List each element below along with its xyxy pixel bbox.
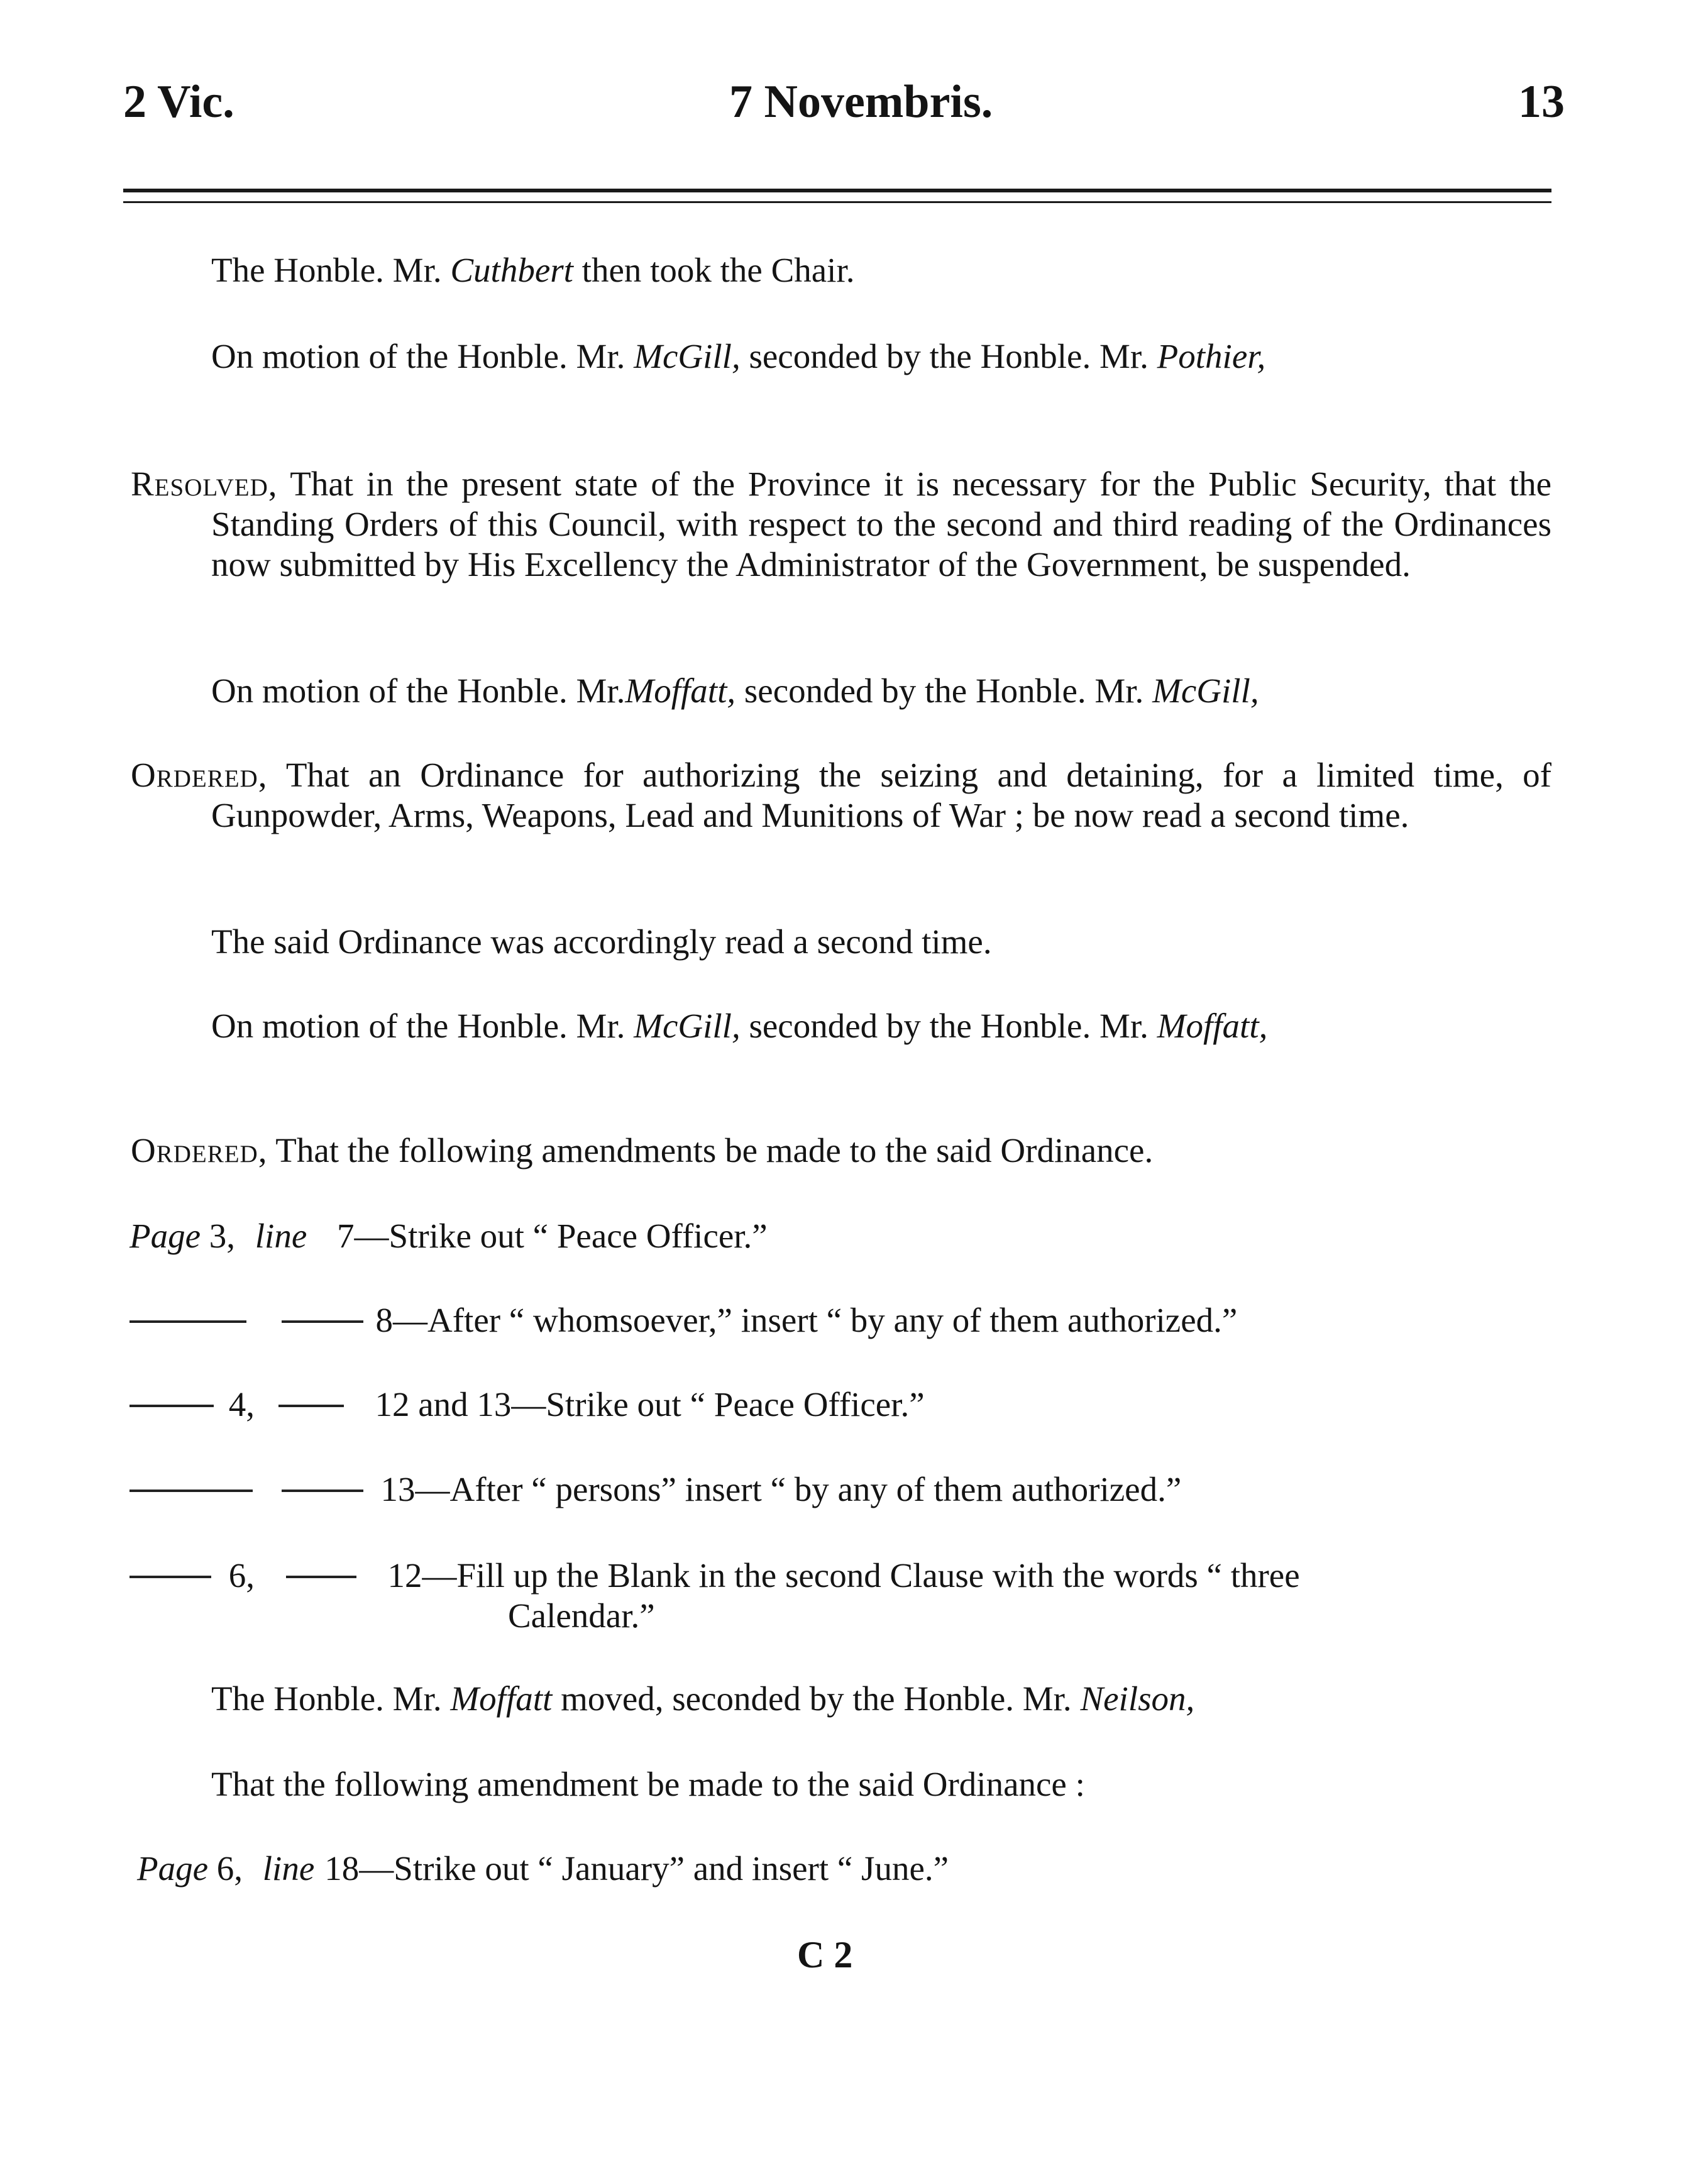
- member-name: Moffatt: [450, 1679, 553, 1718]
- member-name: McGill,: [634, 337, 741, 375]
- ditto-dash: [129, 1320, 246, 1323]
- paragraph-motion-2: [131, 671, 1551, 711]
- page-ref: 4,: [228, 1385, 255, 1423]
- page-ref: 6,: [228, 1556, 255, 1595]
- member-name: Moffatt,: [625, 672, 736, 710]
- member-name: Pothier,: [1157, 337, 1266, 375]
- member-name: McGill,: [1152, 672, 1259, 710]
- page-word: Page: [137, 1849, 209, 1888]
- amendment-item: [129, 1385, 925, 1425]
- order-label: Ordered,: [131, 1131, 268, 1169]
- paragraph-chair: [131, 250, 1551, 290]
- line-word: line: [255, 1217, 307, 1255]
- amendment-text: 12 and 13—Strike out “ Peace Officer.”: [375, 1385, 925, 1423]
- member-name: Cuthbert: [450, 251, 573, 289]
- amendment-text: 7—Strike out “ Peace Officer.”: [337, 1217, 768, 1255]
- text-run: On motion of the Honble. Mr.: [211, 1007, 634, 1045]
- ditto-dash: [129, 1405, 214, 1407]
- text-run: The Honble. Mr.: [211, 251, 451, 289]
- text-run: then took the Chair.: [573, 251, 855, 289]
- page-ref: 6,: [216, 1849, 243, 1888]
- member-name: McGill,: [634, 1007, 741, 1045]
- text-run: seconded by the Honble. Mr.: [736, 672, 1153, 710]
- ditto-dash: [282, 1320, 363, 1323]
- amendment-continuation: Calendar.”: [508, 1596, 655, 1635]
- line-word: line: [262, 1849, 315, 1888]
- text-run: seconded by the Honble. Mr.: [740, 1007, 1157, 1045]
- text-run: That the following amendment be made to the said Ordinance :: [211, 1765, 1085, 1803]
- page-number: 13: [1518, 76, 1565, 128]
- ditto-dash: [278, 1405, 344, 1407]
- amendment-text: 8—After “ whomsoever,” insert “ by any of them authorized.”: [375, 1301, 1238, 1339]
- header-rule-thin: [123, 201, 1551, 203]
- text-run: That an Ordinance for authorizing the seizing and detaining, for a limited time, of Gunpowder, Arms, Weapons, Lead and Munitions of War ; be now read a second time.: [211, 756, 1551, 834]
- paragraph-amendment-intro: [131, 1764, 1551, 1805]
- amendment-item: [129, 1469, 1181, 1510]
- paragraph-motion-4: [131, 1679, 1551, 1719]
- paragraph-ordered-1: [131, 755, 1551, 836]
- amendment-item: [137, 1849, 949, 1889]
- amendment-text: 12—Fill up the Blank in the second Clause with the words “ three: [387, 1556, 1300, 1595]
- ditto-dash: [129, 1490, 253, 1492]
- text-run: moved, seconded by the Honble. Mr.: [552, 1679, 1081, 1718]
- ditto-dash: [286, 1576, 356, 1578]
- member-name: Moffatt,: [1157, 1007, 1268, 1045]
- paragraph-resolved: [131, 464, 1551, 585]
- running-head-left: 2 Vic.: [123, 76, 234, 128]
- amendment-text: 18—Strike out “ January” and insert “ June.”: [324, 1849, 949, 1888]
- ditto-dash: [129, 1576, 211, 1578]
- text-run: That in the present state of the Province it is necessary for the Public Security, that the Standing Orders of this Council, with respect to the second and third reading of the Ordinances now submitted by His Excellency the Administrator of the Government, be suspended.: [211, 465, 1551, 583]
- paragraph-motion-1: [131, 336, 1551, 377]
- page-ref: 3,: [209, 1217, 236, 1255]
- running-head-center: 7 Novembris.: [729, 76, 993, 128]
- ditto-dash: [282, 1490, 363, 1492]
- page-word: Page: [129, 1217, 201, 1255]
- amendment-item: [129, 1300, 1237, 1341]
- order-label: Ordered,: [131, 756, 268, 794]
- text-run: That the following amendments be made to the said Ordinance.: [267, 1131, 1154, 1169]
- paragraph-ordered-2: [131, 1130, 1551, 1171]
- resolution-label: Resolved,: [131, 465, 278, 503]
- text-run: The said Ordinance was accordingly read a second time.: [211, 922, 992, 961]
- text-run: seconded by the Honble. Mr.: [740, 337, 1157, 375]
- amendment-text: 13—After “ persons” insert “ by any of them authorized.”: [380, 1470, 1182, 1508]
- paragraph-motion-3: [131, 1006, 1551, 1046]
- amendment-item: [129, 1556, 1300, 1596]
- text-run: On motion of the Honble. Mr.: [211, 672, 625, 710]
- text-run: The Honble. Mr.: [211, 1679, 451, 1718]
- text-run: On motion of the Honble. Mr.: [211, 337, 634, 375]
- signature-mark: C 2: [797, 1934, 853, 1976]
- amendment-item: [129, 1216, 768, 1256]
- header-rule: [123, 189, 1551, 192]
- member-name: Neilson,: [1080, 1679, 1195, 1718]
- paragraph-second-reading: [131, 922, 1551, 962]
